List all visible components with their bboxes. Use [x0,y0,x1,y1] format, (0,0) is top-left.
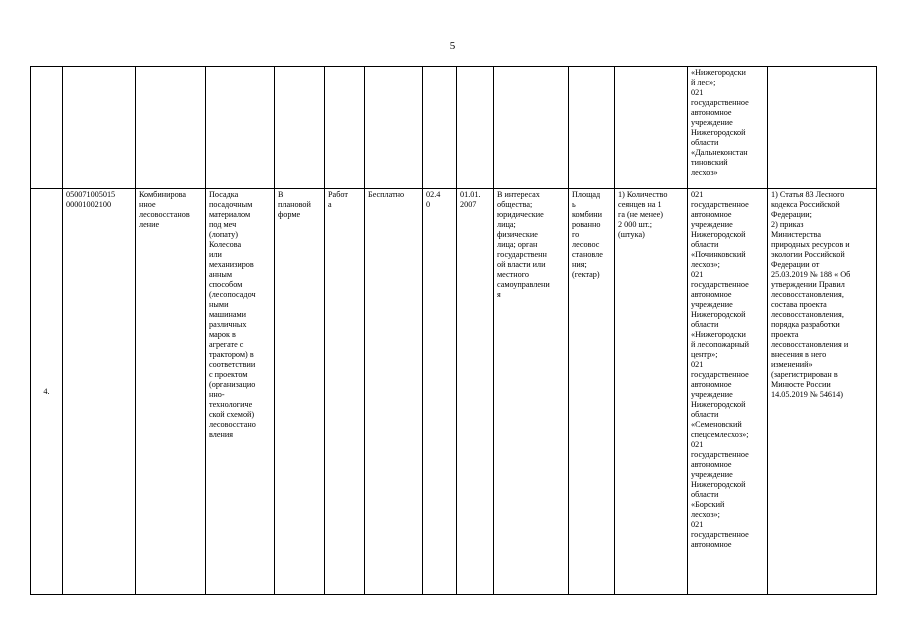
table-row [31,189,877,595]
cell-name [136,67,206,189]
cell-payment: Бесплатно [365,189,423,595]
cell-method: Посадка посадочным материалом под меч (лопату) Колесова или механизиров анным способом (лесопосадоч ными машинами различных марок в агрегате с трактором) в соответствии с проектом (организацио нно- технологиче ской схемой) лесовосстано вления [206,189,275,595]
cell-legal: 1) Статья 83 Лесного кодекса Российской Федерации; 2) приказ Министерства природных ресурсов и экологии Российской Федерации от 25.03.2019 № 188 « Об утверждении Правил лесовосстановления, состава проекта лесовосстановления, порядка разработки проекта лесовосстановления и внесения в него изменений» (зарегистрирован в Минюсте России 14.05.2019 № 54614) [768,189,877,595]
cell-type: Работ а [325,189,365,595]
cell-consumers: В интересах общества; юридические лица; физические лица; орган государственн ой власти или местного самоуправлени я [494,189,569,595]
cell-quantity: 1) Количество сеянцев на 1 га (не менее) 2 000 шт.; (штука) [615,189,688,595]
cell-form: В плановой форме [275,189,325,595]
cell-date2 [457,67,494,189]
cell-code: 050071005015 00001002100 [63,189,136,595]
cell-code [63,67,136,189]
cell-method [206,67,275,189]
cell-type [325,67,365,189]
cell-indicator: Площад ь комбини рованно го лесовос становле ния; (гектар) [569,189,615,595]
cell-institutions: 021 государственное автономное учреждение Нижегородской области «Починковский лесхоз»; 021 государственное автономное учреждение Нижегородской области «Нижегородски й лесопожарный центр»; 021 государственное автономное учреждение Нижегородской области «Семеновский спецсемлесхоз»; 021 государственное автономное учреждение Нижегородской области «Борский лесхоз»; 021 государственное автономное [688,189,768,595]
cell-date2: 01.01. 2007 [457,189,494,595]
page-number: 5 [449,40,456,52]
cell-payment [365,67,423,189]
cell-number [31,67,63,189]
cell-name: Комбинирова нное лесовосстанов ление [136,189,206,595]
cell-quantity [615,67,688,189]
cell-date1: 02.4 0 [423,189,457,595]
cell-form [275,67,325,189]
cell-consumers [494,67,569,189]
cell-institutions: «Нижегородски й лес»; 021 государственное автономное учреждение Нижегородской области «Дальнеконстан тиновский лесхоз» [688,67,768,189]
registry-table [30,66,877,595]
table-row [31,67,877,189]
cell-legal [768,67,877,189]
cell-indicator [569,67,615,189]
cell-date1 [423,67,457,189]
cell-number: 4. [31,189,63,595]
